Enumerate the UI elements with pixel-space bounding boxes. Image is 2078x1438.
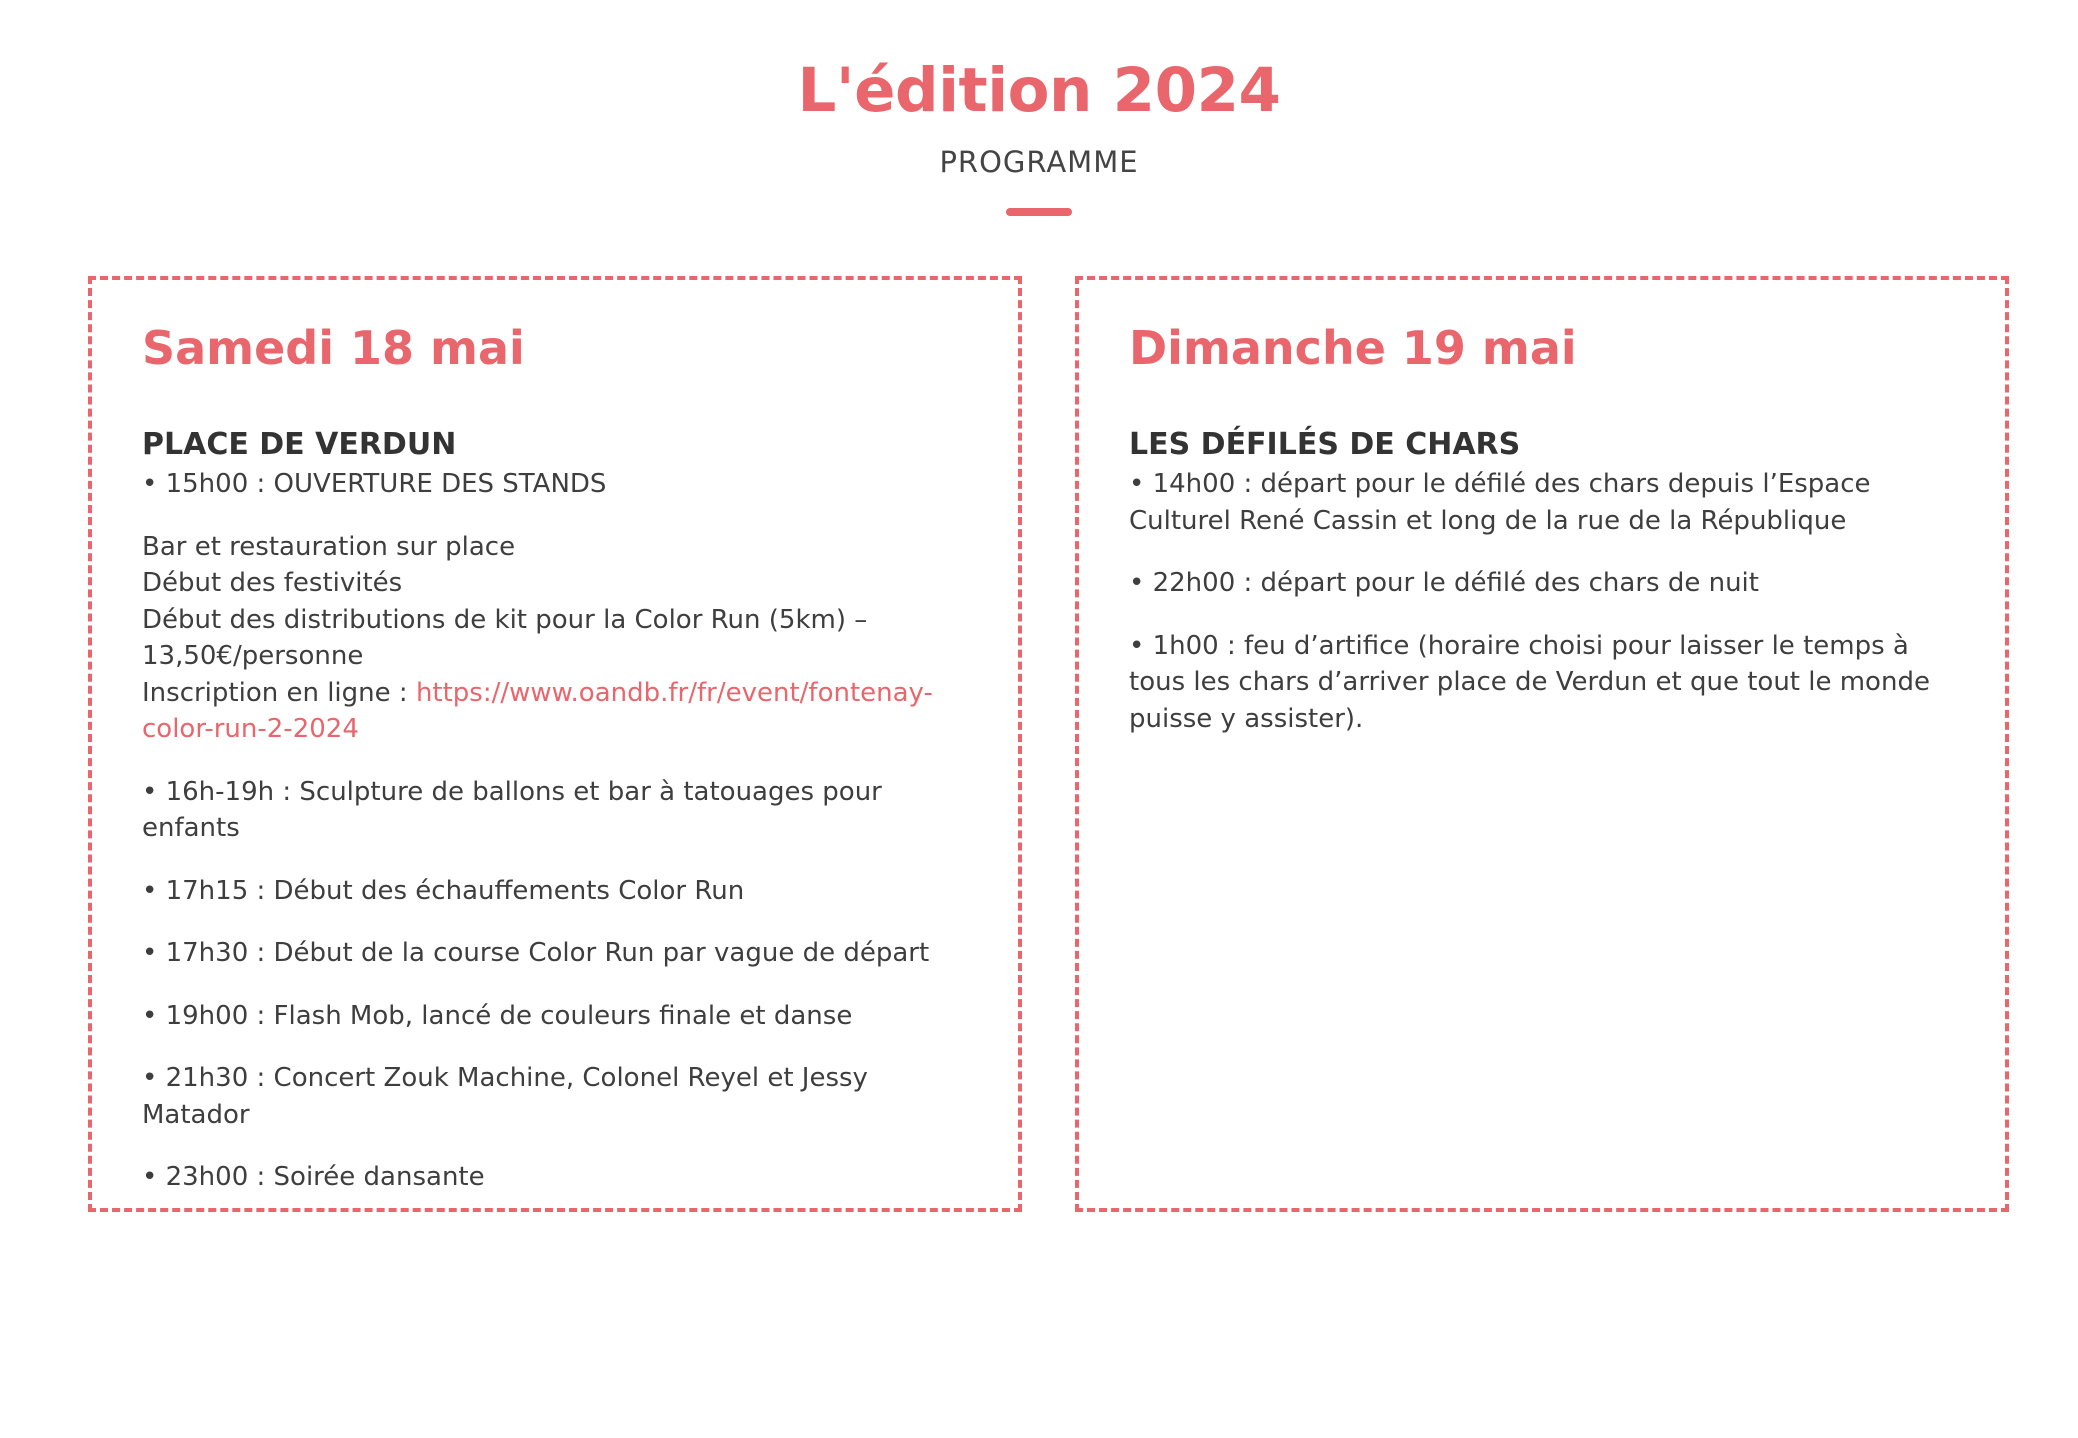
saturday-item: • 23h00 : Soirée dansante: [142, 1162, 485, 1192]
sunday-day-title: Dimanche 19 mai: [1129, 321, 1577, 375]
sunday-item: • 22h00 : départ pour le défilé des chars de nuit: [1129, 568, 1759, 598]
saturday-signup-line: [142, 675, 970, 748]
saturday-info-block: [142, 529, 970, 748]
page-header: [0, 56, 2078, 216]
saturday-card: [88, 276, 1022, 1212]
saturday-opening: • 15h00 : OUVERTURE DES STANDS: [142, 469, 607, 499]
page-title: L'édition 2024: [797, 55, 1281, 126]
saturday-item: • 16h-19h : Sculpture de ballons et bar à tatouages pour enfants: [142, 776, 882, 843]
saturday-info-line: Début des distributions de kit pour la Color Run (5km) – 13,50€/personne: [142, 604, 868, 671]
sunday-item: • 14h00 : départ pour le défilé des chars depuis l’Espace Culturel René Cassin et long de la rue de la République: [1129, 469, 1871, 536]
signup-label: Inscription en ligne :: [142, 677, 416, 708]
signup-link[interactable]: https://www.oandb.fr/fr/event/fontenay-color-run-2-2024: [142, 677, 933, 744]
saturday-info-line: Bar et restauration sur place: [142, 531, 516, 562]
sunday-card: [1075, 276, 2009, 1212]
saturday-section-title: PLACE DE VERDUN: [142, 427, 457, 462]
saturday-day-title: Samedi 18 mai: [142, 321, 525, 375]
sunday-section-title: LES DÉFILÉS DE CHARS: [1129, 427, 1521, 462]
saturday-item: • 17h15 : Début des échauffements Color Run: [142, 875, 745, 906]
saturday-item: • 19h00 : Flash Mob, lancé de couleurs finale et danse: [142, 1000, 853, 1031]
saturday-item: • 21h30 : Concert Zouk Machine, Colonel Reyel et Jessy Matador: [142, 1063, 868, 1130]
saturday-item: • 17h30 : Début de la course Color Run par vague de départ: [142, 938, 930, 968]
sunday-item: • 1h00 : feu d’artifice (horaire choisi pour laisser le temps à tous les chars d’arriver place de Verdun et que tout le monde puisse y assister).: [1129, 630, 1930, 734]
page-subtitle: PROGRAMME: [939, 145, 1139, 179]
saturday-info-line: Début des festivités: [142, 568, 403, 598]
title-divider: [1006, 208, 1072, 216]
